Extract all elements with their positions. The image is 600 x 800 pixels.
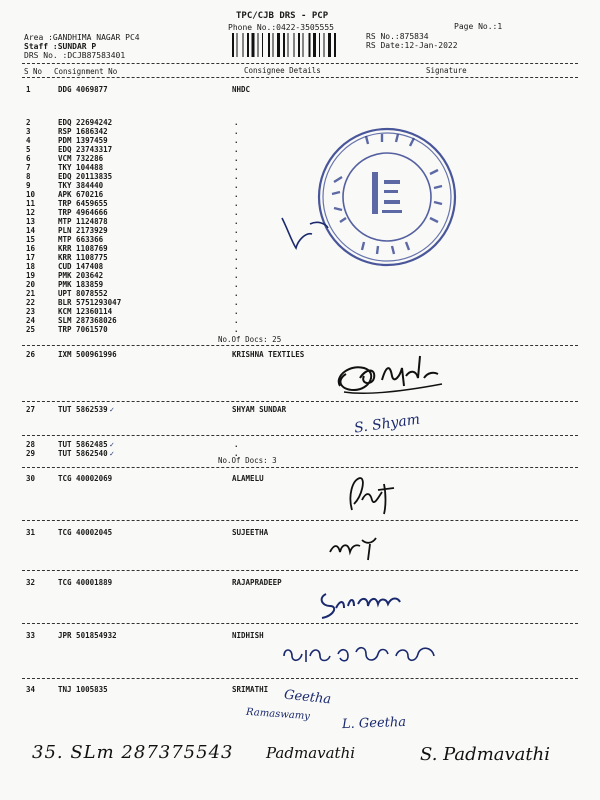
row-sno: 12: [26, 208, 36, 217]
signature-srimathi-3: L. Geetha: [341, 714, 407, 733]
row-consignment-no: TNJ 1005835: [58, 685, 108, 694]
row-sno: 7: [26, 163, 31, 172]
row-consignee: KRISHNA TEXTILES: [232, 350, 305, 359]
tick-mark-icon: ✓: [109, 440, 115, 449]
row-consignee: .: [234, 226, 239, 235]
row-consignee: .: [234, 199, 239, 208]
row-consignee: .: [234, 316, 239, 325]
row-sno: 30: [26, 474, 36, 483]
divider: [22, 63, 578, 64]
barcode-bar: [283, 33, 285, 57]
row-consignee: SRIMATHI: [232, 685, 269, 694]
row-sno: 33: [26, 631, 36, 640]
barcode-bar: [268, 33, 270, 57]
document-title: TPC/CJB DRS - PCP: [236, 11, 329, 21]
row-consignment-no: MTP 663366: [58, 235, 104, 244]
row-consignee: .: [234, 289, 239, 298]
signature-krishna-textiles: [330, 346, 450, 402]
barcode-bar: [294, 33, 295, 57]
barcode-bar: [258, 33, 259, 57]
row-consignee: ALAMELU: [232, 474, 264, 483]
divider: [22, 570, 578, 571]
doc-count-group1: No.Of Docs: 25: [218, 335, 282, 344]
row-sno: 23: [26, 307, 36, 316]
page-number: Page No.:1: [454, 22, 503, 31]
row-sno: 17: [26, 253, 36, 262]
row-consignee: RAJAPRADEEP: [232, 578, 282, 587]
row-consignee: .: [234, 253, 239, 262]
divider: [22, 401, 578, 402]
row-consignee: .: [234, 262, 239, 271]
row-sno: 14: [26, 226, 36, 235]
barcode-bar: [328, 33, 331, 57]
row-consignee: .: [234, 325, 239, 334]
tick-mark-icon: ✓: [109, 449, 115, 458]
handwritten-consignment-35: 35. SLm 287375543: [32, 742, 234, 763]
divider: [22, 520, 578, 521]
row-consignee: .: [234, 127, 239, 136]
row-consignment-no: DDG 4069877: [58, 85, 108, 94]
barcode-bar: [313, 33, 316, 57]
row-consignee: SHYAM SUNDAR: [232, 405, 287, 414]
row-consignment-no: PDM 1397459: [58, 136, 108, 145]
barcode-bar: [309, 33, 311, 57]
row-sno: 27: [26, 405, 36, 414]
row-consignment-no: TUT 5862539 ✓: [58, 405, 115, 414]
row-sno: 10: [26, 190, 36, 199]
row-sno: 13: [26, 217, 36, 226]
rs-number: RS No.:875834: [366, 32, 429, 41]
row-sno: 29: [26, 449, 36, 458]
row-sno: 24: [26, 316, 36, 325]
row-consignment-no: TCG 40002069: [58, 474, 113, 483]
barcode-bar: [303, 33, 304, 57]
barcode-bar: [319, 33, 320, 57]
row-sno: 5: [26, 145, 31, 154]
row-sno: 21: [26, 289, 36, 298]
divider: [22, 678, 578, 679]
barcode-bar: [273, 33, 274, 57]
row-consignment-no: EDQ 22694242: [58, 118, 113, 127]
row-consignment-no: PMK 183859: [58, 280, 104, 289]
row-consignment-no: APK 670216: [58, 190, 104, 199]
row-consignment-no: SLM 287368026: [58, 316, 117, 325]
row-consignment-no: TKY 384440: [58, 181, 104, 190]
row-sno: 25: [26, 325, 36, 334]
row-consignment-no: JPR 501854932: [58, 631, 117, 640]
row-consignment-no: TRP 7061570: [58, 325, 108, 334]
staff: Staff :SUNDAR P: [24, 42, 97, 51]
signature-scribble: [276, 206, 336, 252]
row-consignee: NHDC: [232, 85, 251, 94]
row-consignment-no: CUD 147408: [58, 262, 104, 271]
row-consignee: .: [234, 145, 239, 154]
divider: [22, 435, 578, 436]
row-consignment-no: PLN 2173929: [58, 226, 108, 235]
signature-srimathi-1: Geetha: [283, 687, 332, 708]
phone-number: Phone No.:0422-3505555: [228, 23, 334, 32]
row-consignment-no: UPT 8078552: [58, 289, 108, 298]
row-sno: 3: [26, 127, 31, 136]
row-consignment-no: TKY 104488: [58, 163, 104, 172]
doc-count-group2: No.Of Docs: 3: [218, 456, 277, 465]
signature-shyam-sundar: S. Shyam: [353, 411, 421, 437]
barcode-bar: [262, 33, 263, 57]
row-consignee: .: [234, 172, 239, 181]
row-sno: 28: [26, 440, 36, 449]
barcode-bar: [334, 33, 336, 57]
row-sno: 1: [26, 85, 31, 94]
row-sno: 9: [26, 181, 31, 190]
drs-number: DRS No. :DCJB87583401: [24, 51, 126, 60]
row-consignee: .: [234, 217, 239, 226]
row-consignment-no: EDQ 20113835: [58, 172, 113, 181]
row-consignee: SUJEETHA: [232, 528, 269, 537]
row-consignment-no: MTP 1124878: [58, 217, 108, 226]
signature-srimathi-2: Ramaswamy: [245, 706, 311, 723]
row-consignee: .: [234, 449, 239, 458]
row-consignee: .: [234, 298, 239, 307]
row-consignment-no: TUT 5862485 ✓: [58, 440, 115, 449]
row-consignee: .: [234, 136, 239, 145]
barcode-bar: [298, 33, 300, 57]
barcode-bar: [237, 33, 238, 57]
row-sno: 20: [26, 280, 36, 289]
row-sno: 34: [26, 685, 36, 694]
row-consignment-no: TRP 6459655: [58, 199, 108, 208]
row-consignment-no: TCG 40001889: [58, 578, 113, 587]
divider: [22, 623, 578, 624]
signature-alamelu: [338, 470, 408, 518]
row-sno: 4: [26, 136, 31, 145]
handwritten-recipient-name: Padmavathi: [266, 744, 356, 762]
barcode-bar: [288, 33, 289, 57]
row-consignee: NIDHISH: [232, 631, 264, 640]
col-consignee: Consignee Details: [244, 66, 321, 75]
signature-rajapradeep: [314, 584, 414, 624]
row-consignee: .: [234, 163, 239, 172]
row-consignee: .: [234, 190, 239, 199]
signature-sujeetha: [326, 532, 390, 564]
row-consignment-no: KRR 1108769: [58, 244, 108, 253]
row-sno: 31: [26, 528, 36, 537]
row-consignment-no: PMK 203642: [58, 271, 104, 280]
row-sno: 19: [26, 271, 36, 280]
row-consignment-no: IXM 500961996: [58, 350, 117, 359]
row-sno: 18: [26, 262, 36, 271]
row-consignee: .: [234, 440, 239, 449]
row-sno: 6: [26, 154, 31, 163]
signature-nidhish: [276, 636, 446, 670]
row-consignment-no: TRP 4964666: [58, 208, 108, 217]
row-sno: 2: [26, 118, 31, 127]
row-consignment-no: TUT 5862540 ✓: [58, 449, 115, 458]
row-sno: 26: [26, 350, 36, 359]
row-consignee: .: [234, 208, 239, 217]
row-consignment-no: EDQ 23743317: [58, 145, 113, 154]
area: Area :GANDHIMA NAGAR PC4: [24, 33, 140, 42]
row-sno: 15: [26, 235, 36, 244]
row-consignee: .: [234, 271, 239, 280]
row-consignment-no: TCG 40002045: [58, 528, 113, 537]
divider: [22, 467, 578, 468]
col-sno: S No: [24, 67, 43, 76]
barcode-bar: [232, 33, 234, 57]
row-consignment-no: KCM 12360114: [58, 307, 113, 316]
rs-date: RS Date:12-Jan-2022: [366, 41, 458, 50]
row-consignee: .: [234, 235, 239, 244]
barcode-bar: [252, 33, 255, 57]
row-consignment-no: VCM 732286: [58, 154, 104, 163]
barcode-bar: [324, 33, 325, 57]
barcode-bar: [243, 33, 244, 57]
row-consignee: .: [234, 244, 239, 253]
row-consignee: .: [234, 181, 239, 190]
col-consignment: Consignment No: [54, 67, 118, 76]
row-consignee: .: [234, 280, 239, 289]
barcode-bar: [277, 33, 280, 57]
row-consignee: .: [234, 118, 239, 127]
row-consignment-no: BLR 5751293047: [58, 298, 122, 307]
row-consignee: .: [234, 154, 239, 163]
barcode: [232, 33, 356, 57]
barcode-bar: [247, 33, 249, 57]
row-consignment-no: KRR 1108775: [58, 253, 108, 262]
tick-mark-icon: ✓: [109, 405, 115, 414]
divider: [22, 77, 578, 78]
row-sno: 32: [26, 578, 36, 587]
divider: [22, 345, 578, 346]
row-sno: 8: [26, 172, 31, 181]
row-sno: 11: [26, 199, 36, 208]
row-sno: 22: [26, 298, 36, 307]
row-consignment-no: RSP 1686342: [58, 127, 108, 136]
row-consignee: .: [234, 307, 239, 316]
col-signature: Signature: [426, 66, 467, 75]
handwritten-signature-padmavathi: S. Padmavathi: [420, 744, 550, 765]
row-sno: 16: [26, 244, 36, 253]
